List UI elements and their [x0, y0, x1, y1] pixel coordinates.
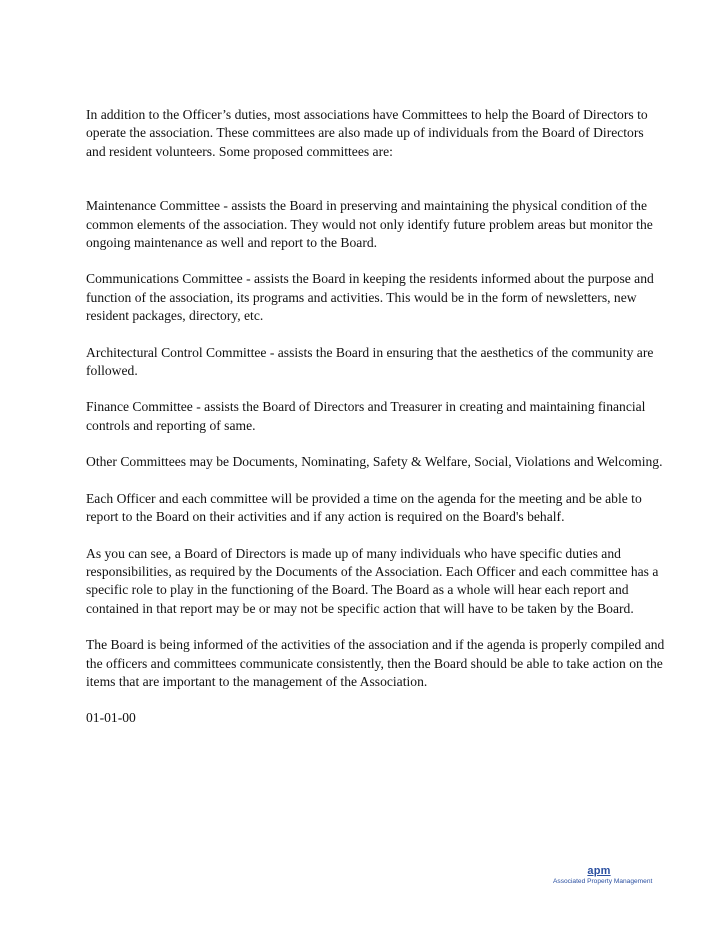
document-date: 01-01-00: [86, 710, 136, 726]
logo-mark: apm: [587, 865, 611, 877]
intro-paragraph: In addition to the Officer’s duties, most associations have Committees to help the Board of Directors to operate the association. These committees are also made up of individuals from the Board of Directors and resident volunteers. Some proposed committees are:: [86, 107, 648, 159]
board-roles-paragraph: As you can see, a Board of Directors is made up of many individuals who have specific duties and responsibilities, as required by the Documents of the Association. Each Officer and each committee has a specific role to play in the functioning of the Board. The Board as a whole will hear each report and contained in that report may be or may not be specific action that will have to be taken by the Board.: [86, 545, 659, 616]
agenda-paragraph: Each Officer and each committee will be provided a time on the agenda for the meeting and be able to report to the Board on their activities and if any action is required on the Board's behalf.: [86, 490, 642, 525]
maintenance-committee-paragraph: Maintenance Committee - assists the Board in preserving and maintaining the physical condition of the common elements of the association. They would not only identify future problem areas but monitor the ongoing maintenance as well and report to the Board.: [86, 198, 653, 251]
company-logo: [553, 865, 653, 886]
architectural-committee-paragraph: Architectural Control Committee - assists the Board in ensuring that the aesthetics of the community are followed.: [86, 344, 654, 379]
finance-committee-paragraph: Finance Committee - assists the Board of Directors and Treasurer in creating and maintaining financial controls and reporting of same.: [86, 399, 646, 433]
other-committees-paragraph: Other Committees may be Documents, Nominating, Safety & Welfare, Social, Violations and Welcoming.: [86, 454, 663, 470]
document-body: [86, 106, 666, 728]
logo-company-name: Associated Property Management: [553, 878, 653, 885]
board-informed-paragraph: The Board is being informed of the activities of the association and if the agenda is properly compiled and the officers and committees communicate consistently, then the Board should be able to take action on the items that are important to the management of the Association.: [86, 637, 665, 689]
communications-committee-paragraph: Communications Committee - assists the Board in keeping the residents informed about the purpose and function of the association, its programs and activities. This would be in the form of newsletters, new resident packages, directory, etc.: [86, 271, 654, 324]
